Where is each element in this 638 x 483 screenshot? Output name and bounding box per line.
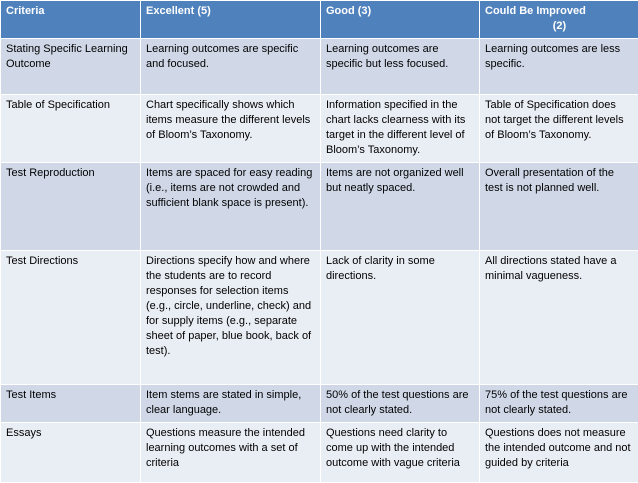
header-excellent: Excellent (5) (141, 1, 321, 39)
excellent-cell: Directions specify how and where the students are to record responses for selection items (e.g., circle, underline, check) and for supply items (e.g., separate sheet of paper, blue book, back of test). (141, 251, 321, 385)
improve-cell: Table of Specification does not target the different levels of Bloom’s Taxonomy. (480, 95, 638, 163)
good-cell: Questions need clarity to come up with the intended outcome with vague criteria (321, 423, 480, 483)
header-row (1, 1, 638, 39)
header-could-be-improved (480, 1, 638, 39)
criteria-cell: Test Directions (1, 251, 141, 385)
improve-cell: Learning outcomes are less specific. (480, 39, 638, 95)
excellent-cell: Learning outcomes are specific and focused. (141, 39, 321, 95)
good-cell: Items are not organized well but neatly spaced. (321, 163, 480, 251)
table-row (1, 95, 638, 163)
excellent-cell: Item stems are stated in simple, clear language. (141, 385, 321, 423)
improve-cell: All directions stated have a minimal vagueness. (480, 251, 638, 385)
table-row (1, 251, 638, 385)
table-row (1, 385, 638, 423)
criteria-cell: Table of Specification (1, 95, 141, 163)
improve-cell: 75% of the test questions are not clearly stated. (480, 385, 638, 423)
header-could-be-improved-label: Could Be Improved (485, 4, 634, 19)
header-criteria: Criteria (1, 1, 141, 39)
good-cell: Lack of clarity in some directions. (321, 251, 480, 385)
good-cell: 50% of the test questions are not clearly stated. (321, 385, 480, 423)
header-could-be-improved-score: (2) (485, 19, 634, 34)
table-row (1, 423, 638, 483)
good-cell: Information specified in the chart lacks clearness with its target in the different level of Bloom’s Taxonomy. (321, 95, 480, 163)
table-row (1, 163, 638, 251)
criteria-cell: Test Reproduction (1, 163, 141, 251)
criteria-cell: Stating Specific Learning Outcome (1, 39, 141, 95)
excellent-cell: Items are spaced for easy reading (i.e., items are not crowded and sufficient blank space is present). (141, 163, 321, 251)
excellent-cell: Questions measure the intended learning outcomes with a set of criteria (141, 423, 321, 483)
excellent-cell: Chart specifically shows which items measure the different levels of Bloom’s Taxonomy. (141, 95, 321, 163)
improve-cell: Overall presentation of the test is not planned well. (480, 163, 638, 251)
criteria-cell: Essays (1, 423, 141, 483)
header-good: Good (3) (321, 1, 480, 39)
good-cell: Learning outcomes are specific but less focused. (321, 39, 480, 95)
improve-cell: Questions does not measure the intended outcome and not guided by criteria (480, 423, 638, 483)
criteria-cell: Test Items (1, 385, 141, 423)
table-row (1, 39, 638, 95)
